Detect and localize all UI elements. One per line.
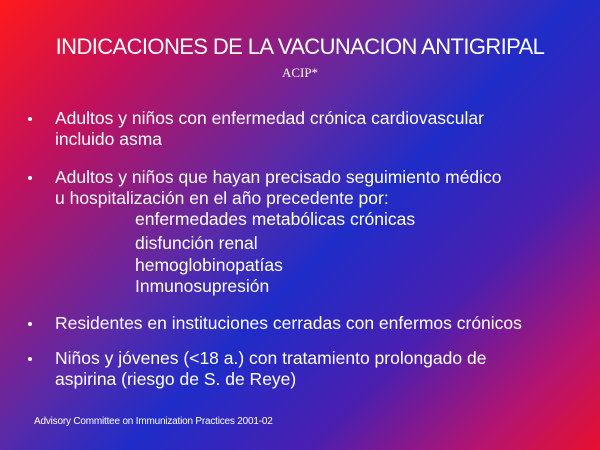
slide-subtitle: ACIP* — [281, 65, 319, 80]
bullet-icon — [28, 176, 32, 180]
sub-item-immunosuppression: Inmunosupresión — [135, 276, 270, 296]
bullet-icon — [28, 322, 32, 326]
bullet-text: Adultos y niños que hayan precisado seguimiento médico — [55, 167, 502, 187]
sub-item-renal: disfunción renal — [135, 233, 258, 253]
footer-source: Advisory Committee on Immunization Practices 2001-02 — [34, 416, 273, 427]
bullet-text: Adultos y niños con enfermedad crónica cardiovascular — [55, 108, 484, 128]
sub-item-metabolic: enfermedades metabólicas crónicas — [135, 209, 416, 229]
slide-title: INDICACIONES DE LA VACUNACION ANTIGRIPAL — [55, 34, 545, 59]
bullet-icon — [28, 357, 32, 361]
bullet-icon — [28, 117, 32, 121]
bullet-text: Niños y jóvenes (<18 a.) con tratamiento prolongado de — [55, 348, 487, 368]
bullet-text: u hospitalización en el año precedente por: — [55, 188, 389, 208]
bullet-text: aspirina (riesgo de S. de Reye) — [55, 369, 297, 389]
bullet-text: Residentes en instituciones cerradas con enfermos crónicos — [55, 313, 522, 333]
sub-item-hemoglobin: hemoglobinopatías — [135, 255, 283, 275]
bullet-text: incluido asma — [55, 129, 162, 149]
